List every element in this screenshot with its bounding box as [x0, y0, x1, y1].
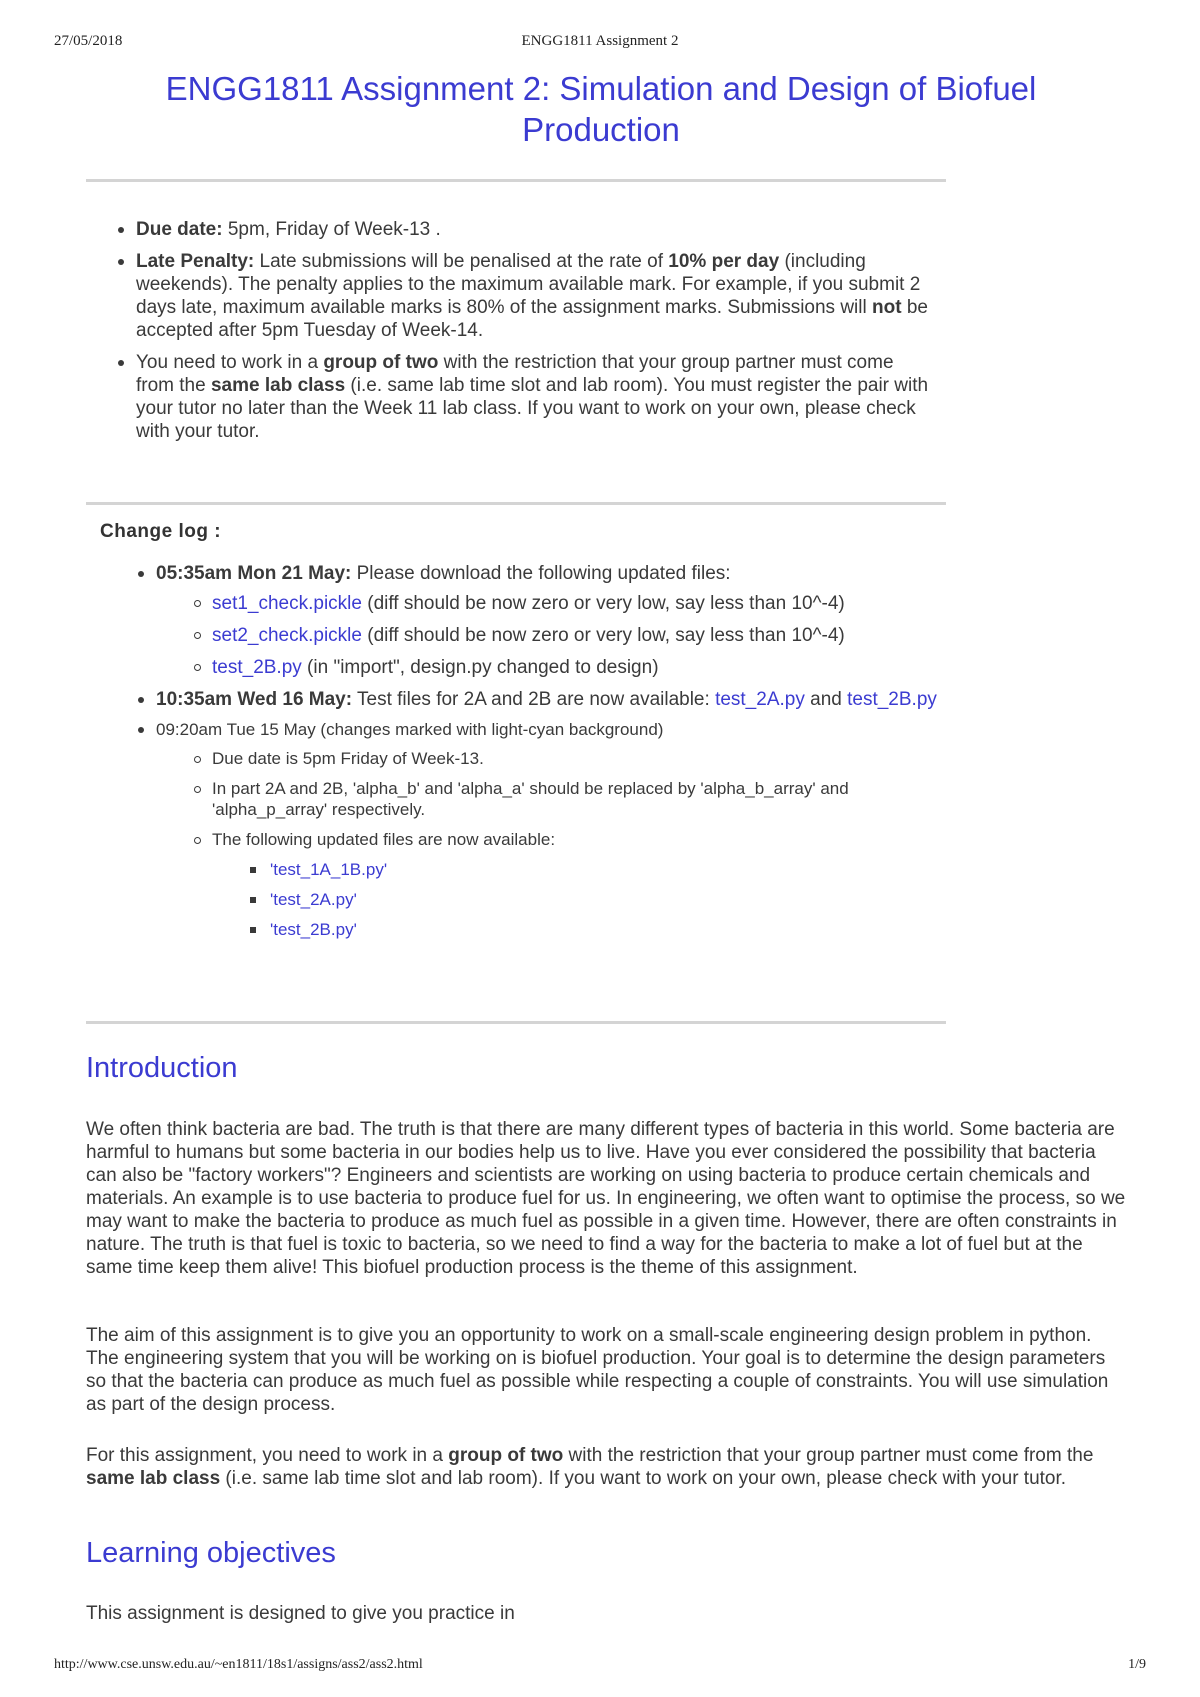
list-item: [270, 919, 946, 940]
learning-paragraph: This assignment is designed to give you practice in: [86, 1603, 515, 1624]
changelog-entry: 09:20am Tue 15 May (changes marked with light-cyan background) Due date is 5pm Friday of Week-13. In part 2A and 2B, 'alpha_b' and 'alpha_a' should be replaced by 'alpha_b_array' and 'alpha_p_array' respectively. The following updated files are now available: 'test_1A_1B.py' 'test_2A.py' 'test_2B.py': [156, 718, 946, 940]
intro-paragraph: The aim of this assignment is to give you an opportunity to work on a small-scale engineering design problem in python. The engineering system that you will be working on is biofuel production. Your goal is to determine the design parameters so that the bacteria can produce as much fuel as possible while respecting a couple of constraints. You will use simulation as part of the design process.: [86, 1325, 1109, 1415]
changelog-heading: Change log :: [100, 521, 222, 542]
list-item: Due date is 5pm Friday of Week-13.: [212, 748, 946, 769]
file-link[interactable]: set2_check.pickle: [212, 625, 362, 646]
due-info-list: [136, 218, 936, 452]
section-heading-learning-objectives: Learning objectives: [86, 1537, 336, 1569]
divider: [86, 1021, 946, 1024]
intro-paragraph: We often think bacteria are bad. The truth is that there are many different types of bacteria in this world. Some bacteria are harmful to humans but some bacteria in our bodies help us to live. Have you ever considered the possibility that bacteria can also be "factory workers"? Engineers and scientists are working on using bacteria to produce certain chemicals and materials. An example is to use bacteria to produce fuel for us. In engineering, we often want to optimise the process, so we may want to make the bacteria to produce as much fuel as possible in a given time. However, there are often constraints in nature. The truth is that fuel is toxic to bacteria, so we need to find a way for the bacteria to make a lot of fuel but at the same time keep them alive! This biofuel production process is the theme of this assignment.: [86, 1119, 1126, 1278]
list-item: [270, 859, 946, 880]
section-heading-introduction: Introduction: [86, 1052, 238, 1084]
list-item: test_2B.py (in "import", design.py changed to design): [212, 656, 946, 679]
due-date-label: Due date:: [136, 219, 223, 240]
print-url: http://www.cse.unsw.edu.au/~en1811/18s1/assigns/ass2/ass2.html: [54, 1657, 423, 1672]
list-item: In part 2A and 2B, 'alpha_b' and 'alpha_a' should be replaced by 'alpha_b_array' and 'alpha_p_array' respectively.: [212, 778, 946, 820]
intro-paragraph: For this assignment, you need to work in a group of two with the restriction that your group partner must come from the same lab class (i.e. same lab time slot and lab room). If you want to work on your own, please check with your tutor.: [86, 1445, 1094, 1489]
changes-list: [156, 748, 946, 940]
divider: [86, 502, 946, 505]
file-link[interactable]: set1_check.pickle: [212, 593, 362, 614]
list-item: set2_check.pickle (diff should be now zero or very low, say less than 10^-4): [212, 624, 946, 647]
print-footer: [54, 1653, 1146, 1675]
file-link[interactable]: test_2B.py: [847, 689, 937, 710]
list-item-due-date: [136, 218, 936, 241]
page-number: 1/9: [1128, 1657, 1146, 1672]
divider: [86, 179, 946, 182]
late-penalty-label: Late Penalty:: [136, 251, 255, 272]
file-link[interactable]: test_2B.py: [212, 657, 302, 678]
file-link[interactable]: 'test_2A.py': [270, 890, 357, 909]
file-link[interactable]: 'test_1A_1B.py': [270, 860, 388, 879]
changelog-entry: 05:35am Mon 21 May: Please download the following updated files: set1_check.pickle (diff should be now zero or very low, say less than 10^-4) set2_check.pickle (diff should be now zero or very low, say less than 10^-4) test_2B.py (in "import", design.py changed to design): [156, 562, 946, 679]
file-link[interactable]: 'test_2B.py': [270, 920, 357, 939]
due-date-text: 5pm, Friday of Week-13 .: [222, 219, 441, 240]
print-date: 27/05/2018: [54, 33, 123, 49]
changelog-list: [156, 562, 946, 949]
list-item-late-penalty: Late Penalty: Late submissions will be penalised at the rate of 10% per day (including weekends). The penalty applies to the maximum available mark. For example, if you submit 2 days late, maximum available marks is 80% of the assignment marks. Submissions will not be accepted after 5pm Tuesday of Week-14.: [136, 250, 936, 342]
changelog-entry: 10:35am Wed 16 May: Test files for 2A and 2B are now available: test_2A.py and test_2B.py: [156, 688, 946, 711]
print-page-title: ENGG1811 Assignment 2: [521, 33, 679, 49]
updated-test-files-list: [212, 859, 946, 940]
list-item-group: You need to work in a group of two with the restriction that your group partner must come from the same lab class (i.e. same lab time slot and lab room). You must register the pair with your tutor no later than the Week 11 lab class. If you want to work on your own, please check with your tutor.: [136, 351, 936, 443]
list-item: set1_check.pickle (diff should be now zero or very low, say less than 10^-4): [212, 592, 946, 615]
page-title: ENGG1811 Assignment 2: Simulation and Design of Biofuel Production: [165, 70, 1037, 148]
list-item: [270, 889, 946, 910]
list-item: The following updated files are now available: 'test_1A_1B.py' 'test_2A.py' 'test_2B.py': [212, 829, 946, 940]
file-link[interactable]: test_2A.py: [715, 689, 805, 710]
print-header: [54, 30, 1146, 52]
updated-files-list: [156, 592, 946, 679]
